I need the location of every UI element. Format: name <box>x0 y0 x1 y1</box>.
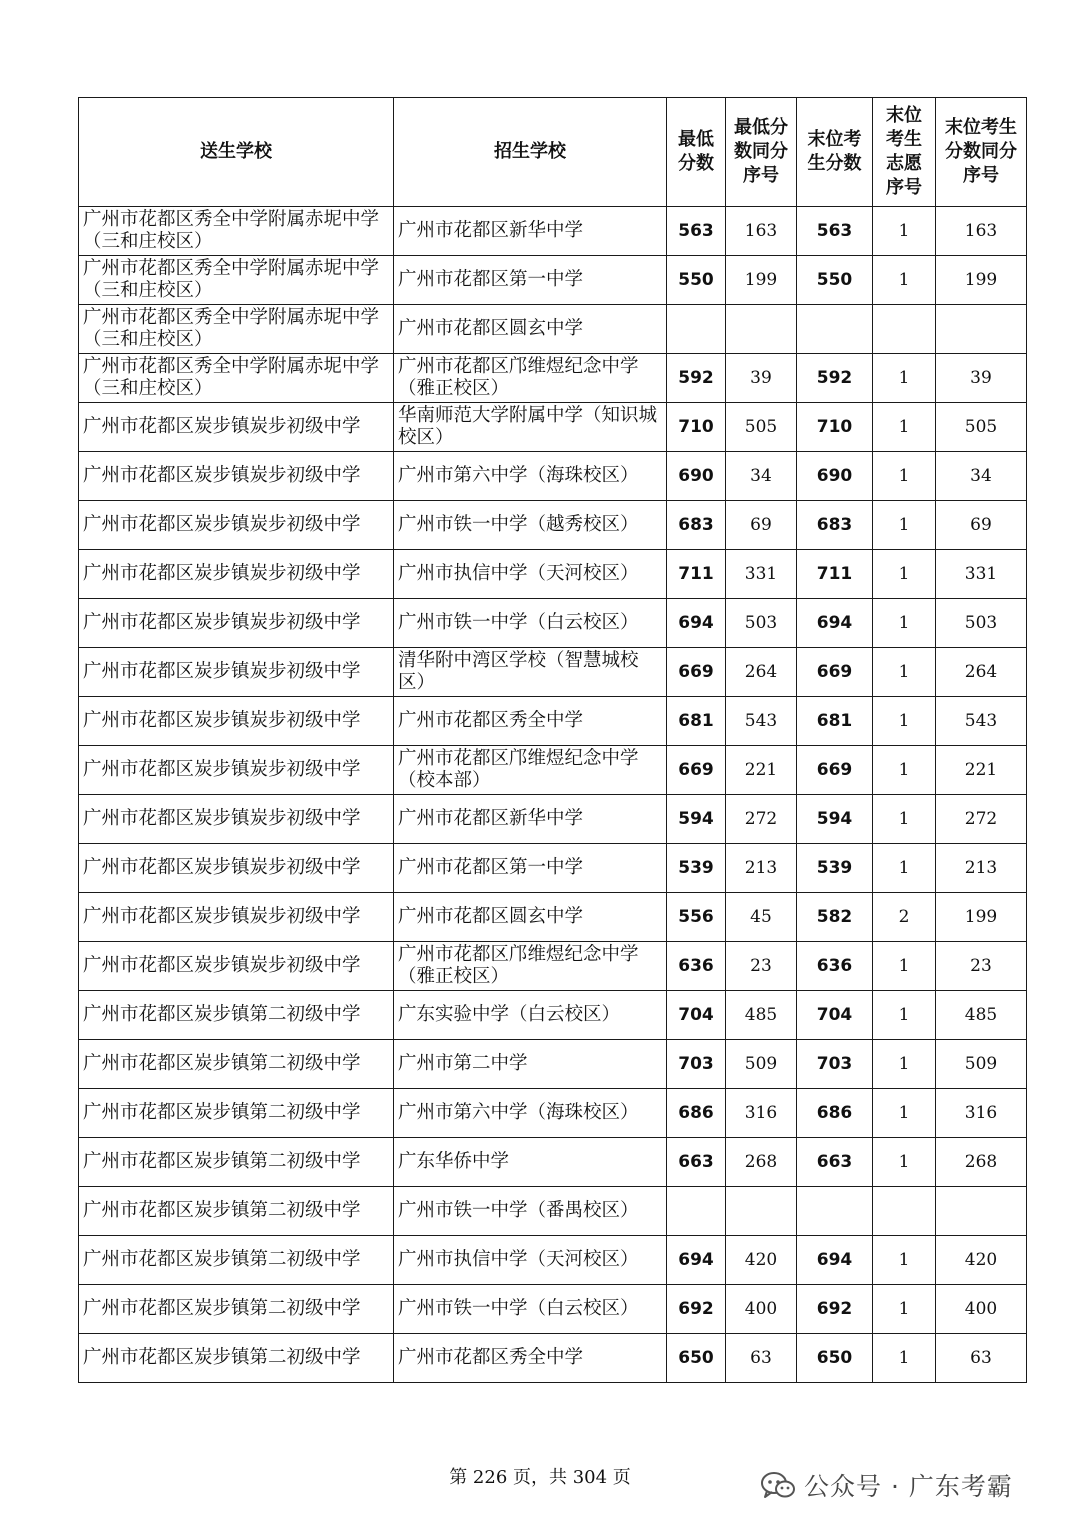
table-row <box>79 501 1027 550</box>
cell-recruit-school: 广州市花都区邝维煜纪念中学（雅正校区） <box>394 354 667 403</box>
table-row <box>79 746 1027 795</box>
table-row <box>79 795 1027 844</box>
cell-last-rank: 485 <box>936 991 1027 1040</box>
cell-min-score: 694 <box>667 1236 726 1285</box>
cell-last-score: 704 <box>797 991 873 1040</box>
header-last-rank: 末位考生 分数同分 序号 <box>936 98 1027 207</box>
cell-min-score: 550 <box>667 256 726 305</box>
cell-min-rank: 268 <box>726 1138 797 1187</box>
cell-min-score: 663 <box>667 1138 726 1187</box>
cell-recruit-school: 广州市铁一中学（白云校区） <box>394 599 667 648</box>
cell-choice-order: 1 <box>873 1236 936 1285</box>
cell-choice-order: 1 <box>873 648 936 697</box>
table-row <box>79 1138 1027 1187</box>
cell-recruit-school: 广州市铁一中学（白云校区） <box>394 1285 667 1334</box>
cell-choice-order: 1 <box>873 1285 936 1334</box>
table-header-row <box>79 98 1027 207</box>
cell-last-rank: 316 <box>936 1089 1027 1138</box>
cell-last-score: 669 <box>797 746 873 795</box>
cell-min-score: 636 <box>667 942 726 991</box>
cell-choice-order: 1 <box>873 1138 936 1187</box>
cell-choice-order: 1 <box>873 991 936 1040</box>
cell-last-score: 690 <box>797 452 873 501</box>
header-last-choice: 末位 考生 志愿 序号 <box>873 98 936 207</box>
table-row <box>79 648 1027 697</box>
cell-last-rank: 199 <box>936 893 1027 942</box>
cell-last-rank: 264 <box>936 648 1027 697</box>
cell-min-rank: 503 <box>726 599 797 648</box>
cell-min-score: 539 <box>667 844 726 893</box>
cell-min-rank: 199 <box>726 256 797 305</box>
cell-last-rank <box>936 305 1027 354</box>
cell-recruit-school: 广州市花都区圆玄中学 <box>394 305 667 354</box>
cell-send-school: 广州市花都区炭步镇炭步初级中学 <box>79 795 394 844</box>
cell-recruit-school: 华南师范大学附属中学（知识城校区） <box>394 403 667 452</box>
cell-recruit-school: 广州市第六中学（海珠校区） <box>394 1089 667 1138</box>
cell-recruit-school: 广州市花都区秀全中学 <box>394 697 667 746</box>
cell-min-rank: 331 <box>726 550 797 599</box>
table-row <box>79 1187 1027 1236</box>
cell-min-score: 711 <box>667 550 726 599</box>
cell-last-rank: 268 <box>936 1138 1027 1187</box>
cell-choice-order: 1 <box>873 501 936 550</box>
cell-choice-order: 1 <box>873 795 936 844</box>
cell-choice-order: 1 <box>873 1334 936 1383</box>
cell-last-rank: 400 <box>936 1285 1027 1334</box>
header-min-score: 最低 分数 <box>667 98 726 207</box>
table-row <box>79 1089 1027 1138</box>
cell-min-rank: 163 <box>726 207 797 256</box>
cell-send-school: 广州市花都区秀全中学附属赤坭中学（三和庄校区） <box>79 256 394 305</box>
cell-last-rank: 503 <box>936 599 1027 648</box>
cell-last-score: 550 <box>797 256 873 305</box>
cell-last-score: 694 <box>797 1236 873 1285</box>
cell-choice-order: 1 <box>873 256 936 305</box>
cell-min-rank: 505 <box>726 403 797 452</box>
cell-recruit-school: 广州市花都区邝维煜纪念中学（校本部） <box>394 746 667 795</box>
cell-min-score <box>667 305 726 354</box>
table-row <box>79 599 1027 648</box>
cell-min-rank: 23 <box>726 942 797 991</box>
cell-min-rank: 45 <box>726 893 797 942</box>
cell-last-rank: 199 <box>936 256 1027 305</box>
cell-send-school: 广州市花都区炭步镇炭步初级中学 <box>79 893 394 942</box>
cell-choice-order: 1 <box>873 403 936 452</box>
cell-send-school: 广州市花都区炭步镇第二初级中学 <box>79 1236 394 1285</box>
cell-min-rank: 63 <box>726 1334 797 1383</box>
header-recruit-school: 招生学校 <box>394 98 667 207</box>
cell-last-score: 692 <box>797 1285 873 1334</box>
cell-recruit-school: 广州市花都区第一中学 <box>394 256 667 305</box>
cell-send-school: 广州市花都区炭步镇第二初级中学 <box>79 1285 394 1334</box>
cell-last-rank: 272 <box>936 795 1027 844</box>
cell-last-rank: 23 <box>936 942 1027 991</box>
cell-send-school: 广州市花都区秀全中学附属赤坭中学（三和庄校区） <box>79 305 394 354</box>
admission-table <box>78 97 1027 1383</box>
cell-send-school: 广州市花都区炭步镇炭步初级中学 <box>79 452 394 501</box>
watermark-text: 公众号 · 广东考霸 <box>804 1472 1013 1501</box>
page-number: 第 226 页，共 304 页 <box>449 1467 631 1488</box>
cell-choice-order: 1 <box>873 354 936 403</box>
cell-send-school: 广州市花都区炭步镇炭步初级中学 <box>79 844 394 893</box>
cell-choice-order: 1 <box>873 1040 936 1089</box>
cell-min-score <box>667 1187 726 1236</box>
cell-choice-order: 1 <box>873 844 936 893</box>
cell-choice-order <box>873 1187 936 1236</box>
cell-recruit-school: 广州市花都区新华中学 <box>394 795 667 844</box>
cell-min-rank: 509 <box>726 1040 797 1089</box>
cell-send-school: 广州市花都区秀全中学附属赤坭中学（三和庄校区） <box>79 207 394 256</box>
cell-send-school: 广州市花都区秀全中学附属赤坭中学（三和庄校区） <box>79 354 394 403</box>
cell-min-rank <box>726 305 797 354</box>
cell-recruit-school: 广州市执信中学（天河校区） <box>394 550 667 599</box>
header-send-school: 送生学校 <box>79 98 394 207</box>
cell-choice-order <box>873 305 936 354</box>
table-row <box>79 207 1027 256</box>
table-row <box>79 452 1027 501</box>
cell-recruit-school: 广州市铁一中学（番禺校区） <box>394 1187 667 1236</box>
cell-min-score: 683 <box>667 501 726 550</box>
cell-recruit-school: 广州市第六中学（海珠校区） <box>394 452 667 501</box>
cell-last-score: 539 <box>797 844 873 893</box>
cell-last-score: 650 <box>797 1334 873 1383</box>
table-body <box>79 207 1027 1383</box>
cell-recruit-school: 广州市执信中学（天河校区） <box>394 1236 667 1285</box>
cell-recruit-school: 广州市花都区邝维煜纪念中学（雅正校区） <box>394 942 667 991</box>
cell-min-score: 563 <box>667 207 726 256</box>
cell-choice-order: 1 <box>873 697 936 746</box>
cell-last-score: 694 <box>797 599 873 648</box>
cell-last-score: 582 <box>797 893 873 942</box>
table-row <box>79 1236 1027 1285</box>
cell-last-score: 636 <box>797 942 873 991</box>
cell-min-score: 594 <box>667 795 726 844</box>
watermark <box>760 1467 1013 1503</box>
table-row <box>79 1334 1027 1383</box>
cell-last-score: 683 <box>797 501 873 550</box>
cell-min-score: 650 <box>667 1334 726 1383</box>
cell-recruit-school: 广州市铁一中学（越秀校区） <box>394 501 667 550</box>
table-row <box>79 697 1027 746</box>
cell-choice-order: 1 <box>873 1089 936 1138</box>
cell-last-rank <box>936 1187 1027 1236</box>
table-row <box>79 354 1027 403</box>
cell-min-score: 592 <box>667 354 726 403</box>
cell-last-score: 669 <box>797 648 873 697</box>
cell-choice-order: 1 <box>873 599 936 648</box>
cell-min-score: 704 <box>667 991 726 1040</box>
cell-min-rank: 221 <box>726 746 797 795</box>
cell-send-school: 广州市花都区炭步镇第二初级中学 <box>79 991 394 1040</box>
cell-min-score: 710 <box>667 403 726 452</box>
cell-choice-order: 1 <box>873 452 936 501</box>
cell-recruit-school: 广州市花都区圆玄中学 <box>394 893 667 942</box>
cell-last-rank: 34 <box>936 452 1027 501</box>
table-row <box>79 305 1027 354</box>
cell-last-score <box>797 305 873 354</box>
table-row <box>79 256 1027 305</box>
cell-send-school: 广州市花都区炭步镇炭步初级中学 <box>79 550 394 599</box>
cell-last-rank: 69 <box>936 501 1027 550</box>
cell-last-score: 686 <box>797 1089 873 1138</box>
table-row <box>79 893 1027 942</box>
cell-min-rank: 543 <box>726 697 797 746</box>
cell-send-school: 广州市花都区炭步镇第二初级中学 <box>79 1040 394 1089</box>
cell-send-school: 广州市花都区炭步镇第二初级中学 <box>79 1187 394 1236</box>
cell-last-rank: 509 <box>936 1040 1027 1089</box>
cell-last-score: 710 <box>797 403 873 452</box>
cell-min-rank <box>726 1187 797 1236</box>
header-last-score: 末位考 生分数 <box>797 98 873 207</box>
cell-min-score: 669 <box>667 648 726 697</box>
cell-min-rank: 420 <box>726 1236 797 1285</box>
cell-send-school: 广州市花都区炭步镇第二初级中学 <box>79 1089 394 1138</box>
cell-last-score: 681 <box>797 697 873 746</box>
cell-min-rank: 264 <box>726 648 797 697</box>
cell-send-school: 广州市花都区炭步镇炭步初级中学 <box>79 697 394 746</box>
cell-choice-order: 1 <box>873 550 936 599</box>
cell-recruit-school: 广州市第二中学 <box>394 1040 667 1089</box>
cell-last-score: 563 <box>797 207 873 256</box>
cell-last-rank: 505 <box>936 403 1027 452</box>
cell-min-rank: 69 <box>726 501 797 550</box>
cell-min-score: 681 <box>667 697 726 746</box>
table-row <box>79 550 1027 599</box>
cell-choice-order: 1 <box>873 746 936 795</box>
cell-send-school: 广州市花都区炭步镇第二初级中学 <box>79 1334 394 1383</box>
cell-send-school: 广州市花都区炭步镇炭步初级中学 <box>79 746 394 795</box>
table-row <box>79 844 1027 893</box>
cell-min-score: 692 <box>667 1285 726 1334</box>
cell-last-rank: 63 <box>936 1334 1027 1383</box>
cell-recruit-school: 广东实验中学（白云校区） <box>394 991 667 1040</box>
cell-last-rank: 331 <box>936 550 1027 599</box>
table-row <box>79 942 1027 991</box>
header-min-rank: 最低分 数同分 序号 <box>726 98 797 207</box>
cell-choice-order: 2 <box>873 893 936 942</box>
cell-last-rank: 39 <box>936 354 1027 403</box>
cell-last-score: 592 <box>797 354 873 403</box>
cell-last-score: 594 <box>797 795 873 844</box>
cell-min-score: 703 <box>667 1040 726 1089</box>
cell-last-rank: 221 <box>936 746 1027 795</box>
cell-last-rank: 543 <box>936 697 1027 746</box>
table-row <box>79 1285 1027 1334</box>
cell-min-score: 669 <box>667 746 726 795</box>
cell-recruit-school: 广东华侨中学 <box>394 1138 667 1187</box>
cell-recruit-school: 广州市花都区新华中学 <box>394 207 667 256</box>
wechat-icon <box>760 1471 796 1499</box>
cell-send-school: 广州市花都区炭步镇炭步初级中学 <box>79 501 394 550</box>
cell-last-score: 711 <box>797 550 873 599</box>
cell-last-rank: 213 <box>936 844 1027 893</box>
cell-choice-order: 1 <box>873 942 936 991</box>
cell-send-school: 广州市花都区炭步镇炭步初级中学 <box>79 942 394 991</box>
cell-last-score: 703 <box>797 1040 873 1089</box>
table-row <box>79 403 1027 452</box>
cell-min-rank: 316 <box>726 1089 797 1138</box>
cell-min-score: 694 <box>667 599 726 648</box>
cell-min-rank: 485 <box>726 991 797 1040</box>
cell-recruit-school: 广州市花都区秀全中学 <box>394 1334 667 1383</box>
cell-send-school: 广州市花都区炭步镇炭步初级中学 <box>79 648 394 697</box>
cell-choice-order: 1 <box>873 207 936 256</box>
cell-send-school: 广州市花都区炭步镇炭步初级中学 <box>79 599 394 648</box>
cell-recruit-school: 广州市花都区第一中学 <box>394 844 667 893</box>
cell-min-score: 686 <box>667 1089 726 1138</box>
cell-min-rank: 272 <box>726 795 797 844</box>
cell-last-score <box>797 1187 873 1236</box>
cell-last-score: 663 <box>797 1138 873 1187</box>
cell-min-score: 556 <box>667 893 726 942</box>
cell-min-rank: 213 <box>726 844 797 893</box>
cell-min-rank: 34 <box>726 452 797 501</box>
cell-last-rank: 420 <box>936 1236 1027 1285</box>
cell-min-rank: 400 <box>726 1285 797 1334</box>
cell-recruit-school: 清华附中湾区学校（智慧城校区） <box>394 648 667 697</box>
table-row <box>79 1040 1027 1089</box>
cell-last-rank: 163 <box>936 207 1027 256</box>
cell-min-score: 690 <box>667 452 726 501</box>
cell-send-school: 广州市花都区炭步镇第二初级中学 <box>79 1138 394 1187</box>
cell-send-school: 广州市花都区炭步镇炭步初级中学 <box>79 403 394 452</box>
table-row <box>79 991 1027 1040</box>
cell-min-rank: 39 <box>726 354 797 403</box>
